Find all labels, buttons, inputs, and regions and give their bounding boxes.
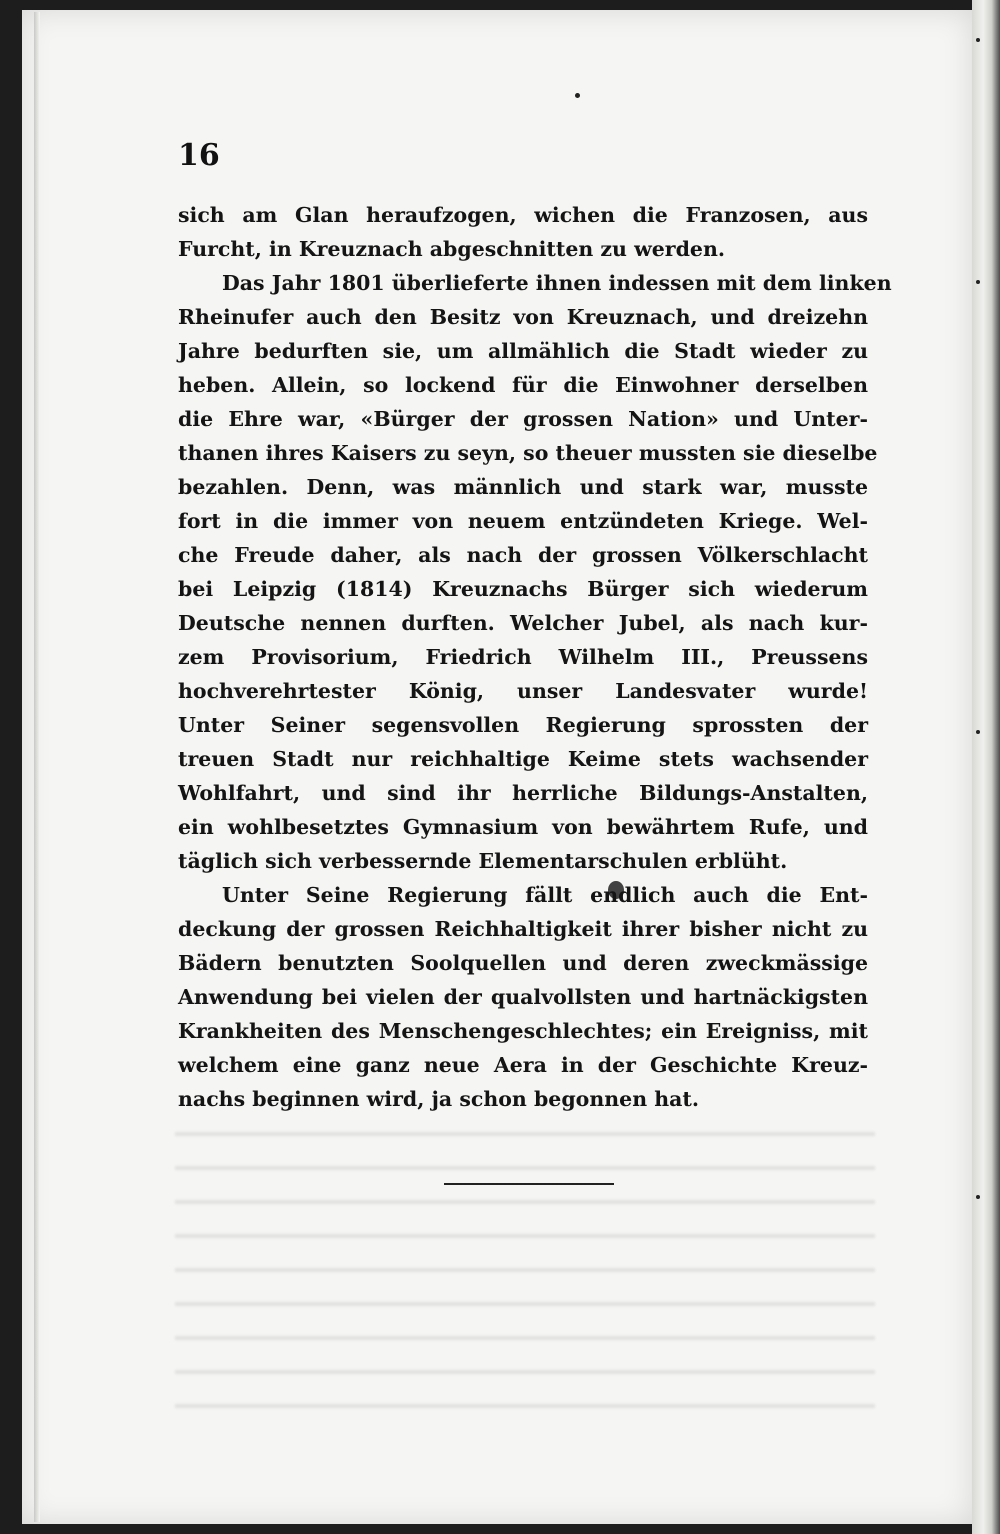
- text-line: welchem eine ganz neue Aera in der Geschichte Kreuz-: [178, 1053, 868, 1077]
- ink-speck: [575, 93, 580, 98]
- text-line: heben. Allein, so lockend für die Einwohner derselben: [178, 373, 868, 397]
- text-line: che Freude daher, als nach der grossen Völkerschlacht: [178, 543, 868, 567]
- body-text: [178, 198, 892, 1116]
- paragraph-1: [178, 198, 868, 266]
- page-gutter-shadow: [34, 12, 40, 1522]
- text-line: Jahre bedurften sie, um allmählich die Stadt wieder zu: [178, 339, 868, 363]
- text-line: die Ehre war, «Bürger der grossen Nation» und Unter-: [178, 407, 868, 431]
- page-edge-right: [972, 0, 1000, 1534]
- paragraph-2: [178, 266, 892, 878]
- margin-mark: [976, 1195, 980, 1199]
- text-line: Krankheiten des Menschengeschlechtes; ein Ereigniss, mit: [178, 1019, 868, 1043]
- text-line: thanen ihres Kaisers zu seyn, so theuer mussten sie dieselbe: [178, 441, 878, 465]
- text-line: Unter Seine Regierung fällt endlich auch die Ent-: [222, 883, 868, 907]
- text-line: Bädern benutzten Soolquellen und deren zweckmässige: [178, 951, 868, 975]
- text-line: Das Jahr 1801 überlieferte ihnen indessen mit dem linken: [222, 271, 892, 295]
- text-line: nachs beginnen wird, ja schon begonnen hat.: [178, 1087, 700, 1111]
- text-line: fort in die immer von neuem entzündeten Kriege. Wel-: [178, 509, 868, 533]
- paragraph-3: [178, 878, 868, 1116]
- text-line: bezahlen. Denn, was männlich und stark war, musste: [178, 475, 868, 499]
- text-line: hochverehrtester König, unser Landesvater wurde!: [178, 679, 868, 703]
- text-line: treuen Stadt nur reichhaltige Keime stets wachsender: [178, 747, 868, 771]
- margin-mark: [976, 38, 980, 42]
- page-number: 16: [178, 138, 220, 173]
- text-line: Unter Seiner segensvollen Regierung sprossten der: [178, 713, 868, 737]
- text-line: zem Provisorium, Friedrich Wilhelm III., Preussens: [178, 645, 868, 669]
- margin-mark: [976, 280, 980, 284]
- text-line: Rheinufer auch den Besitz von Kreuznach, und dreizehn: [178, 305, 868, 329]
- text-line: bei Leipzig (1814) Kreuznachs Bürger sich wiederum: [178, 577, 868, 601]
- margin-mark: [976, 730, 980, 734]
- section-divider: [444, 1183, 614, 1185]
- text-line: sich am Glan heraufzogen, wichen die Franzosen, aus: [178, 203, 868, 227]
- text-line: ein wohlbesetztes Gymnasium von bewährtem Rufe, und: [178, 815, 868, 839]
- text-line: Furcht, in Kreuznach abgeschnitten zu werden.: [178, 237, 726, 261]
- bleed-through-text: [175, 1110, 875, 1410]
- text-line: deckung der grossen Reichhaltigkeit ihrer bisher nicht zu: [178, 917, 868, 941]
- text-line: Wohlfahrt, und sind ihr herrliche Bildungs-Anstalten,: [178, 781, 868, 805]
- text-line: täglich sich verbessernde Elementarschulen erblüht.: [178, 849, 788, 873]
- text-line: Anwendung bei vielen der qualvollsten und hartnäckigsten: [178, 985, 868, 1009]
- text-line: Deutsche nennen durften. Welcher Jubel, als nach kur-: [178, 611, 868, 635]
